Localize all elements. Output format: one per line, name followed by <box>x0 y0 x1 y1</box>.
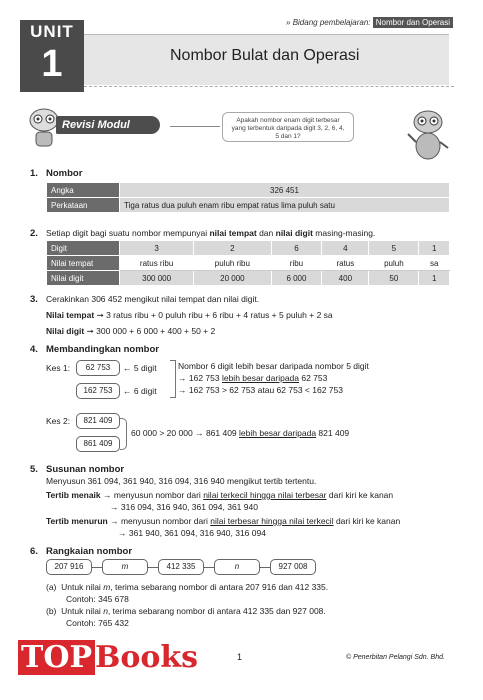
topbooks-logo: TOP Books <box>18 640 198 675</box>
tempat-cell: ratus <box>322 256 369 271</box>
arrow-icon: → <box>178 373 187 383</box>
arrow-left-icon: ← <box>123 363 132 373</box>
double-chevron-icon: » <box>286 18 291 27</box>
tempat-cell: ratus ribu <box>120 256 194 271</box>
tertib-menaik: Tertib menaik → menyusun nombor dari nilai terkecil hingga nilai terbesar dari kiri ke kanan <box>46 490 394 500</box>
perkataan-value: Tiga ratus dua puluh enam ribu empat ratus lima puluh satu <box>120 198 450 213</box>
kes-1-label: Kes 1: <box>46 363 71 373</box>
arrow-icon: → <box>110 516 119 526</box>
unit-word: UNIT <box>30 22 74 41</box>
nilai-digit-row: Nilai digit ➞ 300 000 + 6 000 + 400 + 50 + 2 <box>46 326 216 336</box>
arrow-icon: → <box>195 428 204 438</box>
tempat-cell: puluh <box>369 256 419 271</box>
number-line-link <box>204 567 214 568</box>
arrow-icon: ➞ <box>96 310 104 320</box>
number-box: 162 753 <box>76 383 120 399</box>
divider <box>84 86 454 87</box>
digit-cell: 5 <box>369 241 419 256</box>
section-3-intro: 3. Cerakinkan 306 452 mengikut nilai tempat dan nilai digit. <box>30 294 260 305</box>
revisi-modul-label: Revisi Modul <box>56 116 160 134</box>
digit-label: Digit <box>47 241 120 256</box>
digit-cell: 4 <box>322 241 369 256</box>
nilai-cell: 6 000 <box>271 271 322 286</box>
part-a: (a) Untuk nilai m, terima sebarang nombor di antara 207 916 dan 412 335. <box>46 582 329 592</box>
number-box: 861 409 <box>76 436 120 452</box>
section-1-heading: 1. Nombor <box>30 168 83 179</box>
digit-note: ← 6 digit <box>123 386 157 396</box>
digit-cell: 6 <box>271 241 322 256</box>
digit-table <box>46 240 450 286</box>
part-b-example: Contoh: 765 432 <box>66 618 129 628</box>
angka-label: Angka <box>47 183 120 198</box>
question-bubble: Apakah nombor enam digit terbesar yang terbentuk daripada digit 3, 2, 6, 4, 5 dan 1? <box>222 112 354 142</box>
nilai-cell: 400 <box>322 271 369 286</box>
nilai-tempat-label: Nilai tempat <box>47 256 120 271</box>
learning-area-value: Nombor dan Operasi <box>373 17 453 28</box>
connector-line <box>170 126 220 127</box>
arrow-icon: ➞ <box>86 326 94 336</box>
kes-1-line-2: → 162 753 lebih besar daripada 62 753 <box>178 373 328 383</box>
page-title: Nombor Bulat dan Operasi <box>170 47 360 64</box>
part-a-example: Contoh: 345 678 <box>66 594 129 604</box>
section-4-heading: 4. Membandingkan nombor <box>30 344 159 355</box>
section-5-heading: 5. Susunan nombor <box>30 464 125 475</box>
kes-2-line: 60 000 > 20 000 → 861 409 lebih besar daripada 821 409 <box>131 428 350 438</box>
tertib-menurun: Tertib menurun → menyusun nombor dari nilai terbesar hingga nilai terkecil dari kiri ke kanan <box>46 516 401 526</box>
robot-mascot-icon <box>406 108 450 162</box>
nilai-cell: 20 000 <box>194 271 271 286</box>
section-6-heading: 6. Rangkaian nombor <box>30 546 133 557</box>
digit-cell: 3 <box>120 241 194 256</box>
number-line-box: n <box>214 559 260 575</box>
tertib-menaik-result: → 316 094, 316 940, 361 094, 361 940 <box>110 502 258 512</box>
number-line-link <box>260 567 270 568</box>
arrow-left-icon: ← <box>123 386 132 396</box>
kes-1-line-1: Nombor 6 digit lebih besar daripada nombor 5 digit <box>178 361 369 371</box>
page-number: 1 <box>237 652 243 662</box>
kes-1-line-3: → 162 753 > 62 753 atau 62 753 < 162 753 <box>178 385 343 395</box>
part-b: (b) Untuk nilai n, terima sebarang nombor di antara 412 335 dan 927 008. <box>46 606 326 616</box>
digit-cell: 2 <box>194 241 271 256</box>
number-line-box: 207 916 <box>46 559 92 575</box>
number-line-box: 927 008 <box>270 559 316 575</box>
perkataan-label: Perkataan <box>47 198 120 213</box>
number-line-box: m <box>102 559 148 575</box>
unit-badge <box>20 20 84 92</box>
tertib-menurun-result: → 361 940, 361 094, 316 940, 316 094 <box>118 528 266 538</box>
brace <box>170 360 176 398</box>
learning-area <box>286 18 453 27</box>
arrow-icon: → <box>103 490 112 500</box>
digit-cell: 1 <box>419 241 450 256</box>
number-box: 62 753 <box>76 360 120 376</box>
number-line-link <box>148 567 158 568</box>
nilai-cell: 50 <box>369 271 419 286</box>
angka-value: 326 451 <box>120 183 450 198</box>
tempat-cell: puluh ribu <box>194 256 271 271</box>
brace <box>120 418 127 450</box>
unit-number: 1 <box>41 43 63 85</box>
digit-note: ← 5 digit <box>123 363 157 373</box>
section-2-intro: 2. Setiap digit bagi suatu nombor mempunyai nilai tempat dan nilai digit masing-masing. <box>30 228 376 239</box>
section-5-intro: Menyusun 361 094, 361 940, 316 094, 316 940 mengikut tertib tertentu. <box>46 476 317 486</box>
tempat-cell: sa <box>419 256 450 271</box>
kes-2-label: Kes 2: <box>46 416 71 426</box>
nilai-cell: 300 000 <box>120 271 194 286</box>
nombor-table <box>46 182 450 213</box>
nilai-digit-label: Nilai digit <box>47 271 120 286</box>
arrow-icon: → <box>118 528 127 538</box>
copyright: © Penerbitan Pelangi Sdn. Bhd. <box>346 654 445 661</box>
number-box: 821 409 <box>76 413 120 429</box>
number-line-link <box>92 567 102 568</box>
arrow-icon: → <box>110 502 119 512</box>
nilai-cell: 1 <box>419 271 450 286</box>
arrow-icon: → <box>178 385 187 395</box>
tempat-cell: ribu <box>271 256 322 271</box>
nilai-tempat-row: Nilai tempat ➞ 3 ratus ribu + 0 puluh ribu + 6 ribu + 4 ratus + 5 puluh + 2 sa <box>46 310 333 320</box>
learning-area-label: Bidang pembelajaran: <box>292 18 371 27</box>
number-line-box: 412 335 <box>158 559 204 575</box>
